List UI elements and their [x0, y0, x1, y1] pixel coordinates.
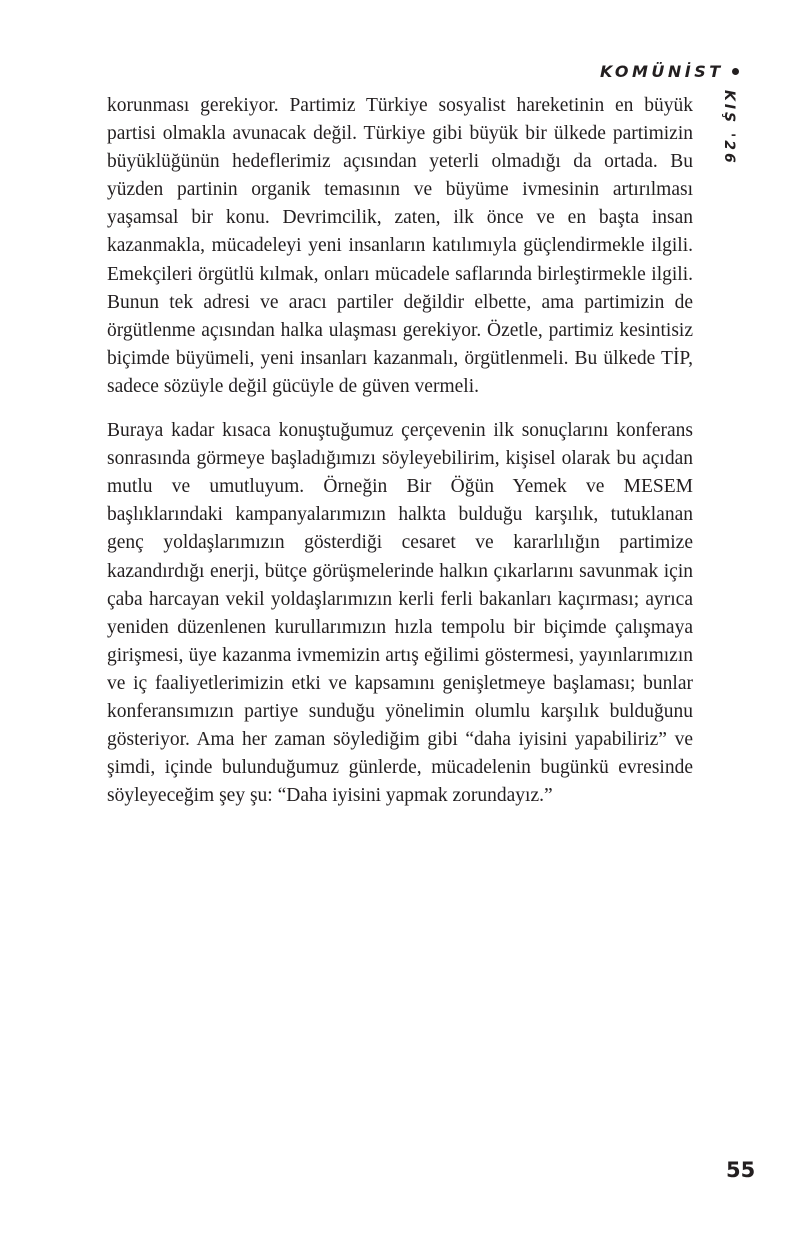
paragraph: Buraya kadar kısaca konuştuğumuz çerçevenin ilk sonuçlarını konferans sonrasında görmeye başladığımızı söyleyebilirim, kişisel olarak bu açıdan mutlu ve umutluyum. Örneğin Bir Öğün Yemek ve MESEM başlıklarındaki kampanyalarımızın halkta bulduğu karşılık, tutuklanan genç yoldaşlarımızın gösterdiği cesaret ve kararlılığın partimize kazandırdığı enerji, bütçe görüşmelerinde halkın çıkarlarını savunmak için çaba harcayan vekil yoldaşlarımızın kerli ferli bakanları kaçırması; ayrıca yeniden düzenlenen kurullarımızın hızla tempolu bir biçimde çalışmaya girişmesi, üye kazanma ivmemizin artış eğilimi göstermesi, yayınlarımızın ve iç faaliyetlerimizin etki ve kapsamını genişletmeye başlaması; bunlar konferansımızın partiye sunduğu yönelimin olumlu karşılık bulduğunu gösteriyor. Ama her zaman söylediğim gibi “daha iyisini yapabiliriz” ve şimdi, içinde bulunduğumuz günlerde, mücadelenin bugünkü evresinde söyleyeceğim şey şu: “Daha iyisini yapmak zorundayız.” — [107, 420, 693, 807]
issue-label: KIŞ '26 — [721, 90, 737, 166]
bullet-dot-icon — [732, 68, 739, 75]
article-body — [107, 92, 693, 810]
paragraph: korunması gerekiyor. Partimiz Türkiye sosyalist hareketinin en büyük partisi olmakla avunacak değil. Türkiye gibi büyük bir ülkede partimizin büyüklüğünün hedeflerimiz açısından yeterli olmadığı da ortada. Bu yüzden partinin organik temasının ve büyüme ivmesinin artırılması yaşamsal bir konu. Devrimcilik, zaten, ilk önce ve en başta insan kazanmakla, mücadeleyi yeni insanların katılımıyla güçlendirmekle ilgili. Emekçileri örgütlü kılmak, onları mücadele saflarında birleştirmekle ilgili. Bunun tek adresi ve aracı partiler değildir elbette, ama partimizin de örgütlenme açısından halka ulaşması gerekiyor. Özetle, partimiz kesintisiz biçimde büyümeli, yeni insanları kazanmalı, örgütlenmeli. Bu ülkede TİP, sadece sözüyle değil gücüyle de güven vermeli. — [107, 95, 693, 397]
magazine-title: KOMÜNİST — [600, 62, 724, 81]
page-number: 55 — [726, 1158, 756, 1182]
